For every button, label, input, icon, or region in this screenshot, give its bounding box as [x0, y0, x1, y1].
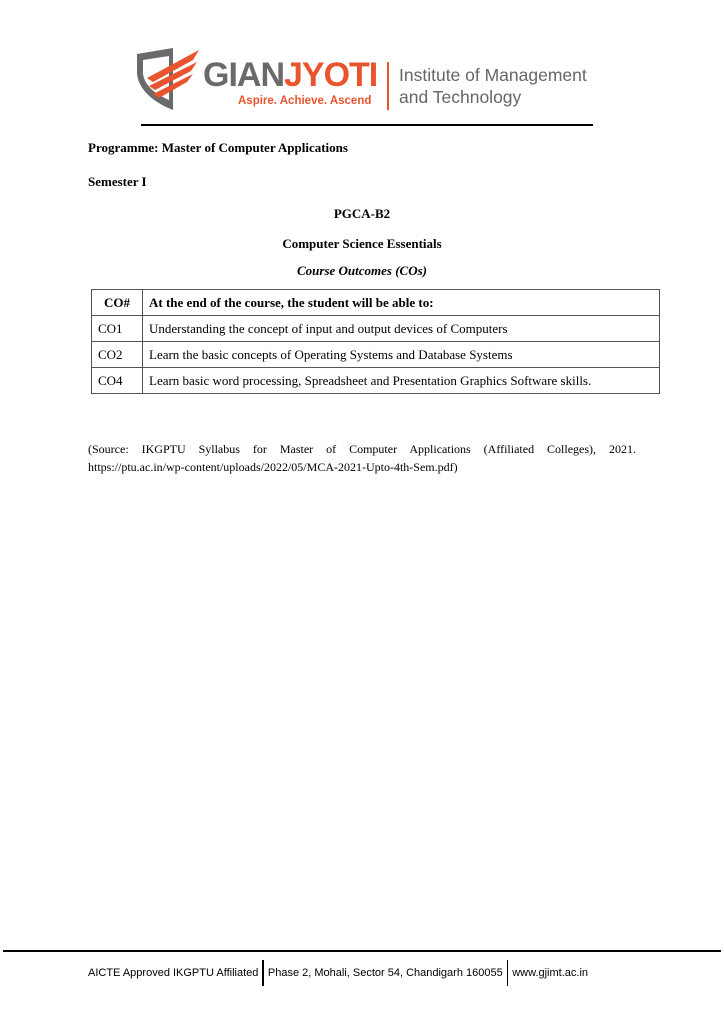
page-footer	[88, 960, 588, 986]
table-row	[92, 368, 660, 394]
table-cell: Learn the basic concepts of Operating Systems and Database Systems	[143, 342, 660, 368]
institute-line2: and Technology	[399, 87, 522, 107]
logo-divider	[387, 62, 389, 110]
semester-heading: Semester I	[88, 174, 147, 189]
table-row	[92, 342, 660, 368]
programme-heading: Programme: Master of Computer Applications	[88, 140, 348, 155]
outcomes-title: Course Outcomes (COs)	[296, 263, 427, 278]
footer-divider	[507, 960, 509, 986]
table-cell: CO1	[92, 316, 143, 342]
brand-part2: JYOTI	[284, 56, 378, 94]
course-outcomes-table	[91, 289, 660, 394]
table-cell: Learn basic word processing, Spreadsheet and Presentation Graphics Software skills.	[143, 368, 660, 394]
brand-name	[203, 56, 377, 94]
header-rule	[141, 124, 593, 126]
table-header-cell: CO#	[92, 290, 143, 316]
brand-tagline: Aspire. Achieve. Ascend	[238, 95, 372, 107]
table-cell: CO2	[92, 342, 143, 368]
table-header-cell: At the end of the course, the student will be able to:	[143, 290, 660, 316]
institute-name	[399, 64, 587, 108]
table-header-row	[92, 290, 660, 316]
footer-accreditation: AICTE Approved IKGPTU Affiliated	[88, 967, 259, 979]
footer-divider	[262, 960, 264, 986]
table-cell: CO4	[92, 368, 143, 394]
footer-website[interactable]: www.gjimt.ac.in	[512, 967, 589, 979]
institute-logo	[133, 44, 593, 114]
table-cell: Understanding the concept of input and output devices of Computers	[143, 316, 660, 342]
footer-rule	[3, 950, 721, 952]
course-title: Computer Science Essentials	[282, 236, 442, 251]
institute-line1: Institute of Management	[399, 65, 587, 85]
shield-logo-icon	[133, 44, 203, 114]
source-note: (Source: IKGPTU Syllabus for Master of Computer Applications (Affiliated Colleges), 2021. https://ptu.ac.in/wp-content/uploads/2022/05/MCA-2021-Upto-4th-Sem.pdf)	[88, 442, 636, 474]
brand-part1: GIAN	[203, 56, 284, 94]
table-row	[92, 316, 660, 342]
course-code: PGCA-B2	[333, 206, 391, 221]
footer-address: Phase 2, Mohali, Sector 54, Chandigarh 160055	[267, 967, 503, 979]
